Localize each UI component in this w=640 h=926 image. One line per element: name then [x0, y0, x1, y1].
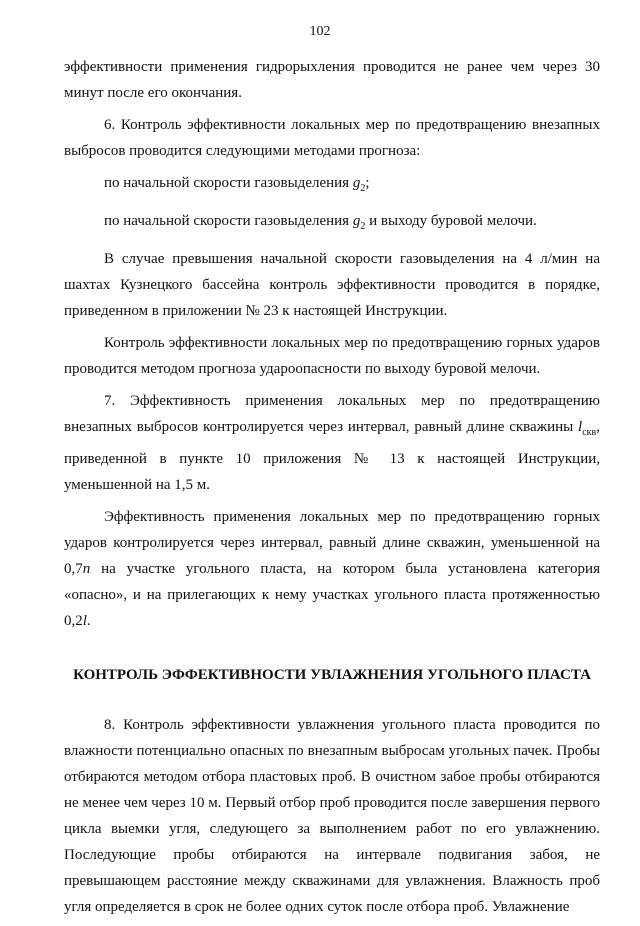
method-text: по начальной скорости газовыделения: [104, 213, 353, 229]
formula-variable: g: [352, 175, 361, 191]
paragraph-text: .: [86, 613, 91, 629]
paragraph-item-7: [64, 388, 600, 498]
method-text: по начальной скорости газовыделения: [104, 175, 353, 191]
formula-subscript: 2: [360, 183, 366, 194]
page-number: 102: [309, 24, 331, 39]
method-item-1: [64, 170, 600, 202]
paragraph-text: 7. Эффективность применения локальных мер по предотвращению внезапных выбросов контролируется через интервал, равный длине скважины: [64, 393, 600, 435]
formula-variable: l: [578, 419, 583, 435]
formula-subscript: 2: [360, 221, 366, 232]
paragraph-text: на участке угольного пласта, на котором была установлена категория «опасно», и на прилегающих к нему участках угольного пласта протяженностью 0,2: [64, 561, 600, 629]
formula-variable: l: [82, 613, 87, 629]
paragraph-text: , приведенной в пункте 10 приложения № 13 к настоящей Инструкции, уменьшенной на 1,5 м.: [64, 419, 600, 493]
method-tail: и выходу буровой мелочи.: [365, 213, 537, 229]
paragraph-kuzbass: В случае превышения начальной скорости газовыделения на 4 л/мин на шахтах Кузнецкого бассейна контроль эффективности проводится в порядке, приведенном в приложении № 23 к настоящей Инструкции.: [64, 251, 600, 319]
paragraph-item-6: 6. Контроль эффективности локальных мер по предотвращению внезапных выбросов проводится следующими методами прогноза:: [64, 117, 600, 159]
paragraph-item-8: 8. Контроль эффективности увлажнения угольного пласта проводится по влажности потенциально опасных по внезапным выбросам угольных пачек. Пробы отбираются методом отбора пластовых проб. В очистном забое пробы отбираются не менее чем через 10 м. Первый отбор проб проводится после завершения первого цикла выемки угля, следующего за выполнением работ по его увлажнению. Последующие пробы отбираются на интервале подвигания забоя, не превышающем расстояние между скважинами для увлажнения. Влажность проб угля определяется в срок не более одних суток после отбора проб. Увлажнение: [64, 717, 600, 915]
method-item-2: [64, 208, 600, 240]
section-heading: КОНТРОЛЬ ЭФФЕКТИВНОСТИ УВЛАЖНЕНИЯ УГОЛЬНОГО ПЛАСТА: [73, 667, 591, 683]
body-text: [64, 54, 600, 926]
formula-variable: n: [82, 561, 91, 577]
paragraph-continuation: эффективности применения гидрорыхления проводится не ранее чем через 30 минут после его окончания.: [64, 59, 600, 101]
method-tail: ;: [365, 175, 370, 191]
paragraph-rockburst-control: Контроль эффективности локальных мер по предотвращению горных ударов проводится методом прогноза удароопасности по выходу буровой мелочи.: [64, 335, 600, 377]
formula-variable: g: [352, 213, 361, 229]
formula-subscript: скв: [582, 427, 597, 438]
paragraph-text: Эффективность применения локальных мер по предотвращению горных ударов контролируется через интервал, равный длине скважин, уменьшенной на 0,7: [64, 509, 600, 577]
paragraph-interval: [64, 504, 600, 634]
